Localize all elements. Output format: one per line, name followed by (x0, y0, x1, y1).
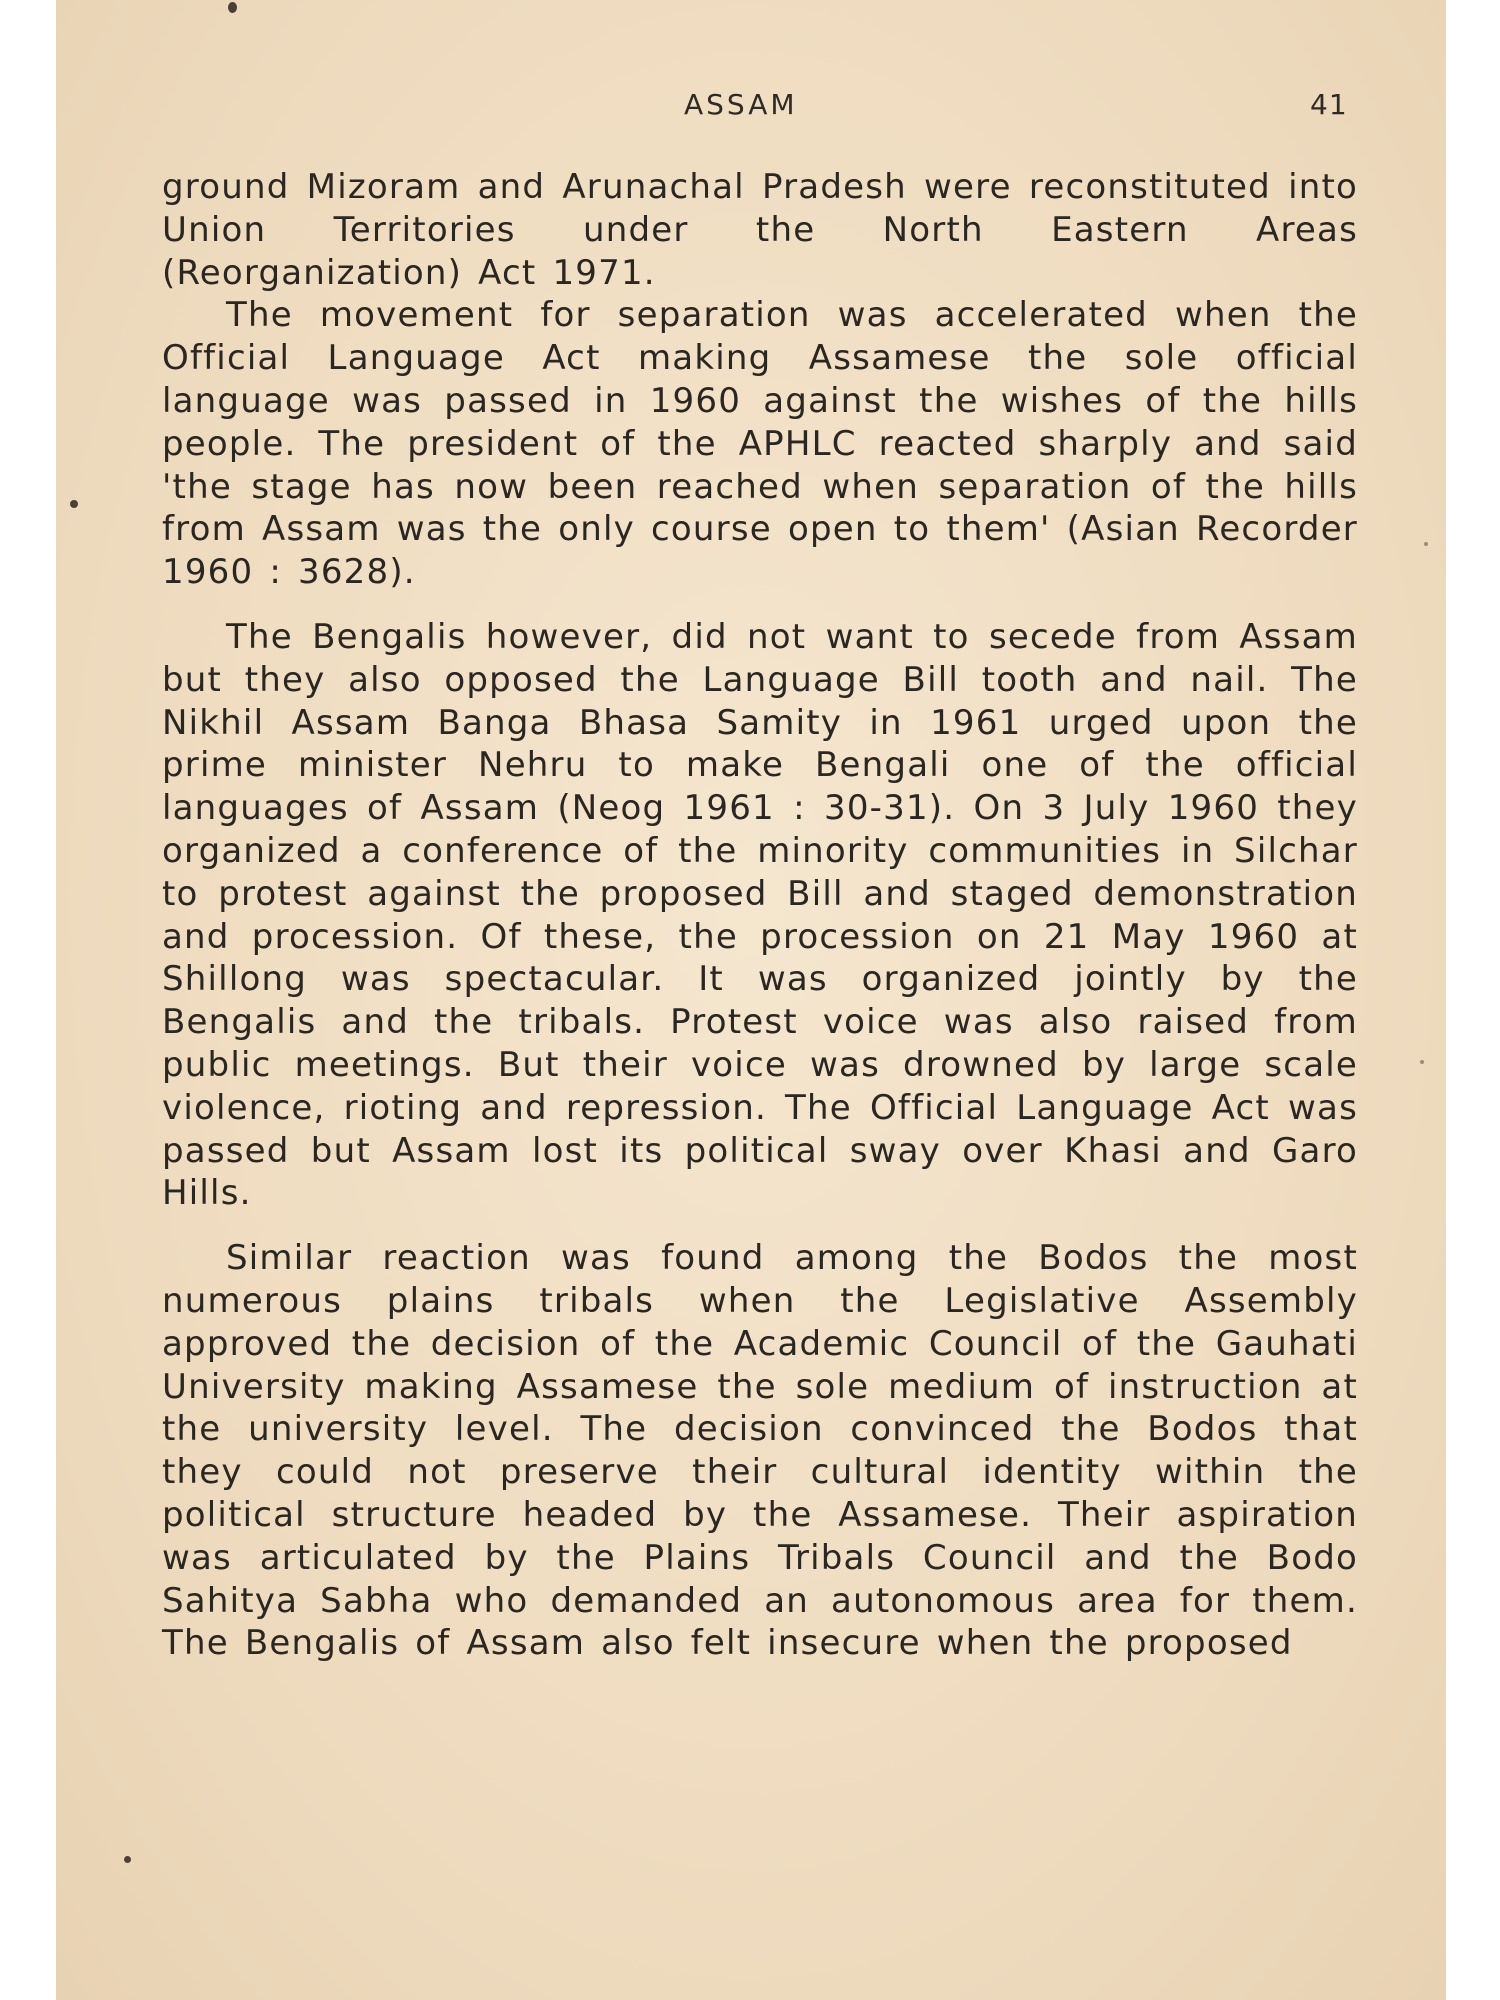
page-number: 41 (1310, 88, 1348, 121)
ink-speck (124, 1856, 131, 1863)
ink-speck (1420, 1060, 1424, 1064)
paragraph-continuation: ground Mizoram and Arunachal Pradesh were reconstituted into Union Territories under the North Eastern Areas (Reorganization) Act 1971. (162, 167, 1358, 293)
running-header (56, 88, 1446, 128)
ink-speck (1424, 542, 1428, 546)
paragraph-bodos: Similar reaction was found among the Bodos the most numerous plains tribals when the Legislative Assembly approved the decision of the Academic Council of the Gauhati University making Assamese the sole medium of instruction at the university level. The decision convinced the Bodos that they could not preserve their cultural identity within the political structure headed by the Assamese. Their aspiration was articulated by the Plains Tribals Council and the Bodo Sahitya Sabha who demanded an autonomous area for them. The Bengalis of Assam also felt insecure when the proposed (162, 1238, 1358, 1664)
book-page (56, 0, 1446, 2000)
body-text (162, 166, 1358, 1665)
paragraph-separation-movement: The movement for separation was accelerated when the Official Language Act making Assamese the sole official language was passed in 1960 against the wishes of the hills people. The president of the APHLC reacted sharply and said 'the stage has now been reached when separation of the hills from Assam was the only course open to them' (Asian Recorder 1960 : 3628). (162, 295, 1358, 593)
paragraph-bengalis: The Bengalis however, did not want to secede from Assam but they also opposed the Language Bill tooth and nail. The Nikhil Assam Banga Bhasa Samity in 1961 urged upon the prime minister Nehru to make Bengali one of the official languages of Assam (Neog 1961 : 30-31). On 3 July 1960 they organized a conference of the minority communities in Silchar to protest against the proposed Bill and staged demonstration and procession. Of these, the procession on 21 May 1960 at Shillong was spectacular. It was organized jointly by the Bengalis and the tribals. Protest voice was also raised from public meetings. But their voice was drowned by large scale violence, rioting and repression. The Official Language Act was passed but Assam lost its political sway over Khasi and Garo Hills. (162, 616, 1358, 1214)
ink-speck (228, 2, 237, 13)
ink-speck (70, 500, 78, 508)
running-title: ASSAM (684, 88, 798, 121)
